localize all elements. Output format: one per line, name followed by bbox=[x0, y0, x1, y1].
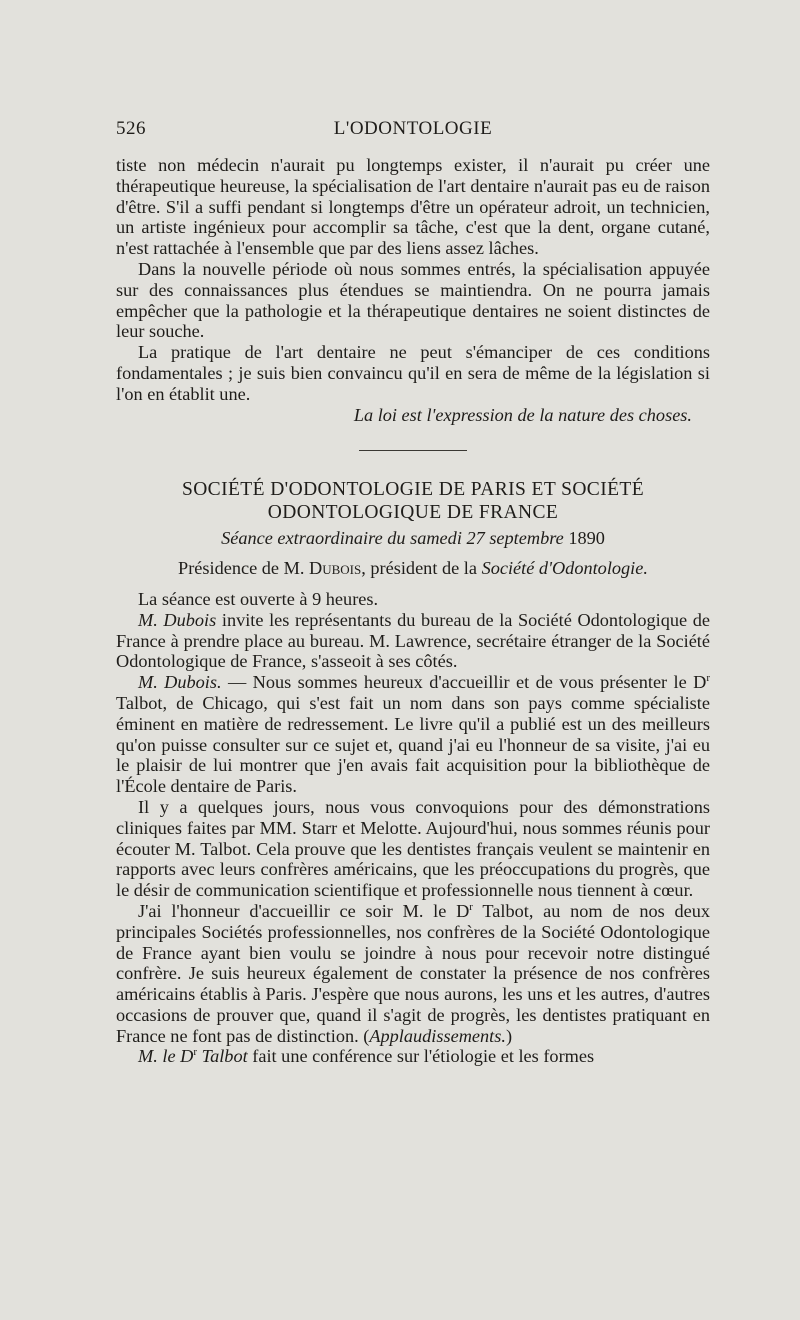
page-number: 526 bbox=[116, 118, 146, 139]
speech-text-a: — Nous sommes heureux d'accueillir et de vous présenter le D bbox=[227, 672, 707, 693]
superscript-r: r bbox=[469, 900, 473, 913]
session-date: Séance extraordinaire du samedi 27 septembre bbox=[221, 528, 564, 549]
speech-text-b: Talbot, de Chicago, qui s'est fait un nom dans son pays comme spécialiste éminent en matière de redressement. Le livre qu'il a publié est un des meilleurs qu'on puisse consulter sur ce sujet et, quand j'ai eu l'honneur de sa visite, j'ai eu le plaisir de lui montrer que j'en avais fait acquisition pour la bibliothèque de l'École dentaire de Paris. bbox=[116, 692, 710, 797]
welcome-text-a: J'ai l'honneur d'accueillir ce soir M. le D bbox=[138, 900, 470, 921]
presidency-prefix: Présidence de M. bbox=[178, 558, 305, 579]
presidency-line bbox=[116, 558, 710, 579]
spacer bbox=[116, 579, 710, 589]
superscript-r: r bbox=[706, 672, 710, 685]
page-header bbox=[116, 118, 710, 148]
paragraph-continuation: tiste non médecin n'aurait pu longtemps exister, il n'aurait pu créer une thérapeutique heureuse, la spécialisation de l'art dentaire n'aurait pas eu de raison d'être. S'il a suffi pendant si longtemps d'être un opérateur adroit, un technicien, un artiste ingénieux pour accomplir sa tâche, c'est que la dent, organe cutané, n'est rattachée à l'ensemble que par des liens assez lâches. bbox=[116, 155, 710, 259]
paragraph-practice: La pratique de l'art dentaire ne peut s'émanciper de ces conditions fondamentales ; je suis bien convaincu qu'il en sera de même de la législation si l'on en établit une. bbox=[116, 342, 710, 404]
speaker-prefix: M. le D bbox=[138, 1046, 194, 1067]
paragraph-conference bbox=[116, 1046, 710, 1067]
invitation-text: invite les représentants du bureau de la Société Odontologique de France à prendre place au bureau. M. Lawrence, secrétaire étranger de la Société Odontologique de France, s'asseoit à ses côtés. bbox=[116, 609, 710, 672]
running-title: L'ODONTOLOGIE bbox=[333, 118, 493, 139]
presidency-society: Société d'Odontologie. bbox=[481, 558, 648, 579]
superscript-r: r bbox=[193, 1046, 198, 1059]
closing-quote: La loi est l'expression de la nature des choses. bbox=[353, 404, 692, 425]
speaker-name: Talbot bbox=[201, 1046, 248, 1067]
paragraph-opening: La séance est ouverte à 9 heures. bbox=[138, 588, 379, 609]
presidency-name: Dubois bbox=[309, 558, 362, 579]
paragraph-dubois-speech bbox=[116, 672, 710, 797]
speaker-name: M. Dubois bbox=[138, 609, 217, 630]
session-year: 1890 bbox=[568, 528, 605, 549]
section-heading: SOCIÉTÉ D'ODONTOLOGIE DE PARIS ET SOCIÉTÉ ODONTOLOGIQUE DE FRANCE bbox=[181, 479, 645, 524]
paragraph-welcome bbox=[116, 901, 710, 1047]
welcome-text-b: Talbot, au nom de nos deux principales Sociétés professionnelles, nos confrères de la Société Odontologique de France ayant bien voulu se joindre à nous pour recevoir notre distingué confrère. Je suis heureux également de constater la présence de nos confrères américains établis à Paris. J'espère que nous aurons, les uns et les autres, d'autres occasions de prouver que, quand il s'agit de progrès, les dentistes pratiquant en France ne font pas de distinction. ( bbox=[116, 900, 710, 1046]
page-body bbox=[116, 155, 710, 1067]
paragraph-specialisation: Dans la nouvelle période où nous sommes entrés, la spécialisation appuyée sur des connaissances plus étendues se maintiendra. On ne pourra jamais empêcher que la pathologie et la thérapeutique dentaires ne soient distinctes de leur souche. bbox=[116, 258, 710, 342]
session-line bbox=[116, 528, 710, 549]
section-divider bbox=[359, 450, 467, 451]
speaker-name: M. Dubois. bbox=[138, 672, 222, 693]
conference-text: fait une conférence sur l'étiologie et les formes bbox=[252, 1046, 595, 1067]
paragraph-demonstrations: Il y a quelques jours, nous vous convoquions pour des démonstrations cliniques faites par MM. Starr et Melotte. Aujourd'hui, nous sommes réunis pour écouter M. Talbot. Cela prouve que les dentistes français veulent se maintenir en rapports avec leurs confrères américains, que les préoccupations du progrès, que le désir de communication scientifique et professionnelle nous tiennent à cœur. bbox=[116, 796, 710, 901]
applause-note: Applaudissements. bbox=[369, 1025, 506, 1046]
welcome-text-c: ) bbox=[505, 1025, 513, 1046]
paragraph-invitation bbox=[116, 610, 710, 672]
presidency-role: , président de la bbox=[361, 558, 477, 579]
